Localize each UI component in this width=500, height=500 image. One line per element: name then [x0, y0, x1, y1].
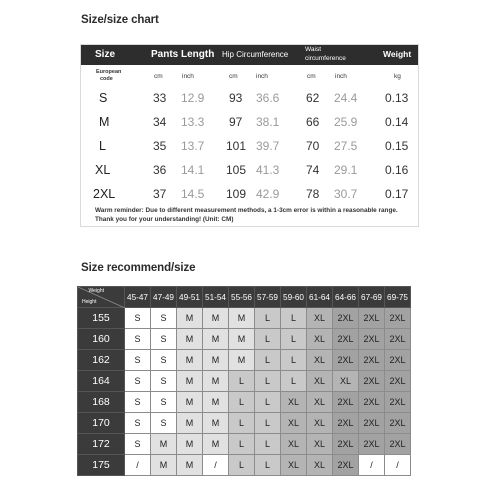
- size-cell: M: [229, 329, 255, 350]
- height-row: [78, 308, 411, 329]
- size-cell: 2XL: [333, 392, 359, 413]
- hip-inch: 36.6: [256, 91, 280, 105]
- size-cell: XL: [281, 392, 307, 413]
- waist-inch: 25.9: [334, 115, 358, 129]
- height-row: [78, 392, 411, 413]
- size-cell: XL: [307, 413, 333, 434]
- size-cell: S: [151, 350, 177, 371]
- weight-range: 67-69: [359, 287, 385, 308]
- unit-waist-cm: cm: [307, 73, 316, 80]
- size-cell: 2XL: [359, 329, 385, 350]
- size-cell: L: [255, 392, 281, 413]
- header-hip-circumference: Hip Circumference: [222, 50, 289, 59]
- size-cell: S: [125, 371, 151, 392]
- size-cell: M: [177, 350, 203, 371]
- size-cell: S: [151, 329, 177, 350]
- size-cell: XL: [307, 350, 333, 371]
- size-cell: XL: [307, 392, 333, 413]
- size-chart-header: [81, 45, 418, 65]
- size-cell: 2XL: [359, 392, 385, 413]
- weight-range: 57-59: [255, 287, 281, 308]
- unit-hip-cm: cm: [229, 73, 238, 80]
- unit-waist-inch: inch: [335, 73, 347, 80]
- size-cell: L: [255, 350, 281, 371]
- header-size: Size: [95, 49, 116, 60]
- size-cell: 2XL: [359, 434, 385, 455]
- height-row: [78, 329, 411, 350]
- size-cell: M: [203, 392, 229, 413]
- height-value: 164: [78, 371, 125, 392]
- size-cell: 2XL: [385, 392, 411, 413]
- size-cell: M: [177, 455, 203, 476]
- size-cell: S: [125, 308, 151, 329]
- unit-european: European: [96, 69, 122, 75]
- height-row: [78, 371, 411, 392]
- size-cell: 2XL: [333, 350, 359, 371]
- size-cell: 2XL: [333, 455, 359, 476]
- waist-cm: 62: [306, 91, 320, 105]
- weight-range: 61-64: [307, 287, 333, 308]
- weight-range: 69-75: [385, 287, 411, 308]
- corner-height-label: Height: [82, 299, 97, 305]
- waist-inch: 30.7: [334, 187, 358, 201]
- size-cell: 2XL: [333, 434, 359, 455]
- size-row: [81, 86, 418, 110]
- size-cell: S: [151, 392, 177, 413]
- weight-range: 64-66: [333, 287, 359, 308]
- waist-cm: 66: [306, 115, 320, 129]
- size-cell: L: [229, 455, 255, 476]
- size-recommend-title: Size recommend/size: [81, 262, 196, 274]
- pants-cm: 35: [153, 139, 167, 153]
- header-waist-line1: Waist: [305, 46, 322, 53]
- size-cell: L: [281, 350, 307, 371]
- size-cell: /: [125, 455, 151, 476]
- size-chart-table: [80, 44, 419, 227]
- size-cell: 2XL: [385, 434, 411, 455]
- height-row: [78, 350, 411, 371]
- size-cell: XL: [307, 329, 333, 350]
- waist-inch: 27.5: [334, 139, 358, 153]
- pants-inch: 13.3: [181, 115, 205, 129]
- size-cell: M: [177, 371, 203, 392]
- size-cell: 2XL: [385, 371, 411, 392]
- size-code: M: [99, 115, 110, 129]
- height-value: 155: [78, 308, 125, 329]
- size-chart-title: Size/size chart: [81, 14, 159, 26]
- size-cell: 2XL: [333, 308, 359, 329]
- size-cell: L: [229, 371, 255, 392]
- pants-cm: 34: [153, 115, 167, 129]
- weight-range: 49-51: [177, 287, 203, 308]
- weight-range: 55-56: [229, 287, 255, 308]
- size-cell: 2XL: [385, 413, 411, 434]
- size-cell: S: [151, 371, 177, 392]
- size-cell: M: [151, 455, 177, 476]
- height-row: [78, 413, 411, 434]
- corner-weight-label: Weight: [88, 288, 104, 294]
- weight-kg: 0.14: [385, 115, 409, 129]
- hip-cm: 105: [226, 163, 247, 177]
- size-cell: /: [385, 455, 411, 476]
- height-value: 172: [78, 434, 125, 455]
- size-cell: S: [151, 308, 177, 329]
- pants-cm: 33: [153, 91, 167, 105]
- weight-range: 59-60: [281, 287, 307, 308]
- header-waist-line2: circumference: [305, 55, 346, 62]
- warm-reminder-note: Warm reminder: Due to different measurement methods, a 1-3cm error is within a reasonable range. Thank you for your understanding! (Unit: CM): [95, 207, 398, 223]
- hip-inch: 38.1: [256, 115, 280, 129]
- waist-cm: 78: [306, 187, 320, 201]
- size-row: [81, 158, 418, 182]
- size-cell: 2XL: [385, 350, 411, 371]
- size-cell: S: [151, 413, 177, 434]
- size-cell: L: [229, 392, 255, 413]
- size-code: 2XL: [93, 187, 116, 201]
- weight-range: 45-47: [125, 287, 151, 308]
- size-cell: M: [151, 434, 177, 455]
- pants-inch: 12.9: [181, 91, 205, 105]
- size-cell: S: [125, 434, 151, 455]
- size-code: L: [99, 139, 106, 153]
- size-cell: L: [281, 371, 307, 392]
- height-value: 175: [78, 455, 125, 476]
- height-value: 170: [78, 413, 125, 434]
- pants-inch: 14.1: [181, 163, 205, 177]
- weight-header-row: [78, 287, 411, 308]
- height-value: 160: [78, 329, 125, 350]
- size-cell: 2XL: [333, 413, 359, 434]
- size-cell: 2XL: [359, 413, 385, 434]
- size-cell: L: [255, 455, 281, 476]
- size-cell: S: [125, 350, 151, 371]
- size-row: [81, 134, 418, 158]
- size-cell: L: [281, 308, 307, 329]
- size-cell: L: [255, 329, 281, 350]
- weight-kg: 0.17: [385, 187, 409, 201]
- size-cell: 2XL: [359, 308, 385, 329]
- size-cell: M: [203, 413, 229, 434]
- size-cell: M: [229, 308, 255, 329]
- size-cell: M: [177, 434, 203, 455]
- unit-pants-inch: inch: [182, 73, 194, 80]
- size-cell: XL: [281, 434, 307, 455]
- hip-cm: 109: [226, 187, 247, 201]
- pants-inch: 13.7: [181, 139, 205, 153]
- size-cell: /: [359, 455, 385, 476]
- waist-cm: 70: [306, 139, 320, 153]
- size-cell: M: [229, 350, 255, 371]
- size-cell: XL: [307, 371, 333, 392]
- size-cell: L: [255, 413, 281, 434]
- size-cell: 2XL: [385, 329, 411, 350]
- height-row: [78, 434, 411, 455]
- weight-kg: 0.13: [385, 91, 409, 105]
- size-cell: M: [177, 392, 203, 413]
- hip-cm: 101: [226, 139, 247, 153]
- size-cell: XL: [307, 455, 333, 476]
- header-weight: Weight: [383, 49, 412, 59]
- size-cell: M: [203, 308, 229, 329]
- size-cell: 2XL: [359, 350, 385, 371]
- hip-inch: 39.7: [256, 139, 280, 153]
- size-cell: XL: [333, 371, 359, 392]
- weight-range: 51-54: [203, 287, 229, 308]
- waist-inch: 24.4: [334, 91, 358, 105]
- size-cell: S: [125, 413, 151, 434]
- hip-inch: 41.3: [256, 163, 280, 177]
- size-cell: M: [177, 413, 203, 434]
- size-code: XL: [95, 163, 111, 177]
- size-cell: XL: [281, 455, 307, 476]
- size-cell: XL: [281, 413, 307, 434]
- waist-inch: 29.1: [334, 163, 358, 177]
- unit-weight-kg: kg: [394, 73, 401, 80]
- unit-code: code: [100, 76, 113, 82]
- size-cell: M: [203, 329, 229, 350]
- waist-cm: 74: [306, 163, 320, 177]
- size-row: [81, 182, 418, 206]
- size-cell: M: [203, 350, 229, 371]
- hip-cm: 97: [229, 115, 243, 129]
- size-cell: L: [255, 308, 281, 329]
- size-cell: 2XL: [385, 308, 411, 329]
- size-cell: M: [203, 434, 229, 455]
- weight-kg: 0.16: [385, 163, 409, 177]
- size-cell: S: [125, 329, 151, 350]
- size-cell: XL: [307, 434, 333, 455]
- unit-pants-cm: cm: [154, 73, 163, 80]
- size-cell: L: [255, 434, 281, 455]
- unit-hip-inch: inch: [256, 73, 268, 80]
- size-row: [81, 110, 418, 134]
- size-cell: L: [229, 434, 255, 455]
- size-cell: 2XL: [333, 329, 359, 350]
- pants-inch: 14.5: [181, 187, 205, 201]
- size-code: S: [99, 91, 108, 105]
- size-cell: XL: [307, 308, 333, 329]
- size-recommend-grid: [77, 286, 411, 476]
- size-cell: /: [203, 455, 229, 476]
- size-cell: M: [203, 371, 229, 392]
- pants-cm: 36: [153, 163, 167, 177]
- height-value: 162: [78, 350, 125, 371]
- size-cell: 2XL: [359, 371, 385, 392]
- size-cell: L: [255, 371, 281, 392]
- size-cell: M: [177, 329, 203, 350]
- size-cell: S: [125, 392, 151, 413]
- size-cell: L: [229, 413, 255, 434]
- weight-range: 47-49: [151, 287, 177, 308]
- size-cell: L: [281, 329, 307, 350]
- pants-cm: 37: [153, 187, 167, 201]
- weight-kg: 0.15: [385, 139, 409, 153]
- corner-cell: [78, 287, 125, 308]
- size-cell: M: [177, 308, 203, 329]
- hip-inch: 42.9: [256, 187, 280, 201]
- header-pants-length: Pants Length: [151, 49, 215, 60]
- height-row: [78, 455, 411, 476]
- hip-cm: 93: [229, 91, 243, 105]
- height-value: 168: [78, 392, 125, 413]
